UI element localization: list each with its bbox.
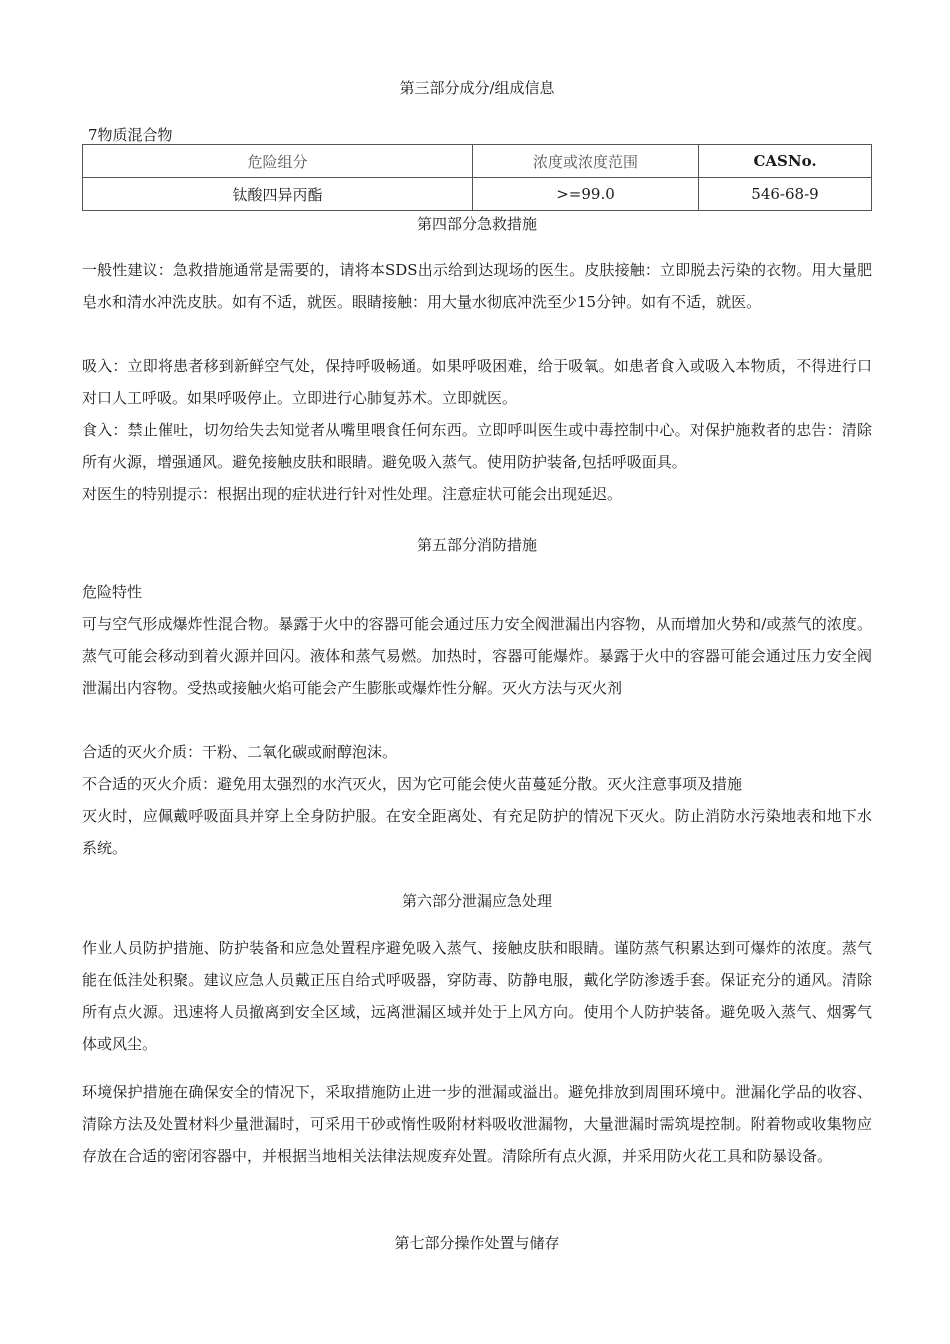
section4-ingestion: 食入：禁止催吐，切勿给失去知觉者从嘴里喂食任何东西。立即呼叫医生或中毒控制中心。对保护施救者的忠告：清除所有火源，增强通风。避免接触皮肤和眼睛。避免吸入蒸气。使用防护装备,包括呼吸面具。 — [82, 421, 872, 471]
table-header-concentration: 浓度或浓度范围 — [473, 145, 699, 178]
section6-personal-precautions: 作业人员防护措施、防护装备和应急处置程序避免吸入蒸气、接触皮肤和眼睛。谨防蒸气积累达到可爆炸的浓度。蒸气能在低洼处积聚。建议应急人员戴正压自给式呼吸器，穿防毒、防静电服，戴化学防渗透手套。保证充分的通风。清除所有点火源。迅速将人员撤离到安全区域，远离泄漏区域并处于上风方向。使用个人防护装备。避免吸入蒸气、烟雾气体或风尘。 — [82, 939, 872, 1053]
table-header-cas: CASNo. — [699, 145, 872, 178]
table-cell-concentration: >=99.0 — [473, 178, 699, 211]
section5-firefighting-advice: 灭火时，应佩戴呼吸面具并穿上全身防护服。在安全距离处、有充足防护的情况下灭火。防止消防水污染地表和地下水系统。 — [82, 807, 872, 857]
table-cell-cas: 546-68-9 — [699, 178, 872, 211]
section5-suitable-media: 合适的灭火介质：干粉、二氧化碳或耐醇泡沫。 — [82, 743, 398, 761]
section6-title: 第六部分泄漏应急处理 — [401, 892, 552, 910]
section4-doctor-note: 对医生的特别提示：根据出现的症状进行针对性处理。注意症状可能会出现延迟。 — [82, 485, 623, 503]
composition-table — [82, 144, 872, 211]
section4-general-advice: 一般性建议：急救措施通常是需要的，请将本SDS出示给到达现场的医生。皮肤接触：立即脱去污染的衣物。用大量肥皂水和清水冲洗皮肤。如有不适，就医。眼睛接触：用大量水彻底冲洗至少15分钟。如有不适，就医。 — [82, 261, 872, 311]
section6-environmental-precautions: 环境保护措施在确保安全的情况下，采取措施防止进一步的泄漏或溢出。避免排放到周围环境中。泄漏化学品的收容、清除方法及处置材料少量泄漏时，可采用干砂或惰性吸附材料吸收泄漏物，大量泄漏时需筑堤控制。附着物或收集物应存放在合适的密闭容器中，并根据当地相关法律法规废弃处置。清除所有点火源，并采用防火花工具和防暴设备。 — [82, 1083, 872, 1165]
section4-inhalation: 吸入：立即将患者移到新鲜空气处，保持呼吸畅通。如果呼吸困难，给于吸氧。如患者食入或吸入本物质，不得进行口对口人工呼吸。如果呼吸停止。立即进行心肺复苏术。立即就医。 — [82, 357, 872, 407]
section3-title: 第三部分成分/组成信息 — [399, 79, 555, 97]
table-cell-component: 钛酸四异丙酯 — [83, 178, 473, 211]
section5-hazard-label: 危险特性 — [82, 583, 143, 601]
section4-title: 第四部分急救措施 — [416, 215, 537, 233]
table-header-component: 危险组分 — [83, 145, 473, 178]
substance-label: 7物质混合物 — [88, 126, 173, 144]
table-row — [83, 178, 872, 211]
section5-hazard-text: 可与空气形成爆炸性混合物。暴露于火中的容器可能会通过压力安全阀泄漏出内容物，从而增加火势和/或蒸气的浓度。蒸气可能会移动到着火源并回闪。液体和蒸气易燃。加热时，容器可能爆炸。暴露于火中的容器可能会通过压力安全阀泄漏出内容物。受热或接触火焰可能会产生膨胀或爆炸性分解。灭火方法与灭火剂 — [82, 615, 872, 697]
section5-unsuitable-media: 不合适的灭火介质：避免用太强烈的水汽灭火，因为它可能会使火苗蔓延分散。灭火注意事项及措施 — [82, 775, 743, 793]
section5-title: 第五部分消防措施 — [416, 536, 537, 554]
section7-title: 第七部分操作处置与储存 — [394, 1234, 560, 1252]
table-header-row — [83, 145, 872, 178]
